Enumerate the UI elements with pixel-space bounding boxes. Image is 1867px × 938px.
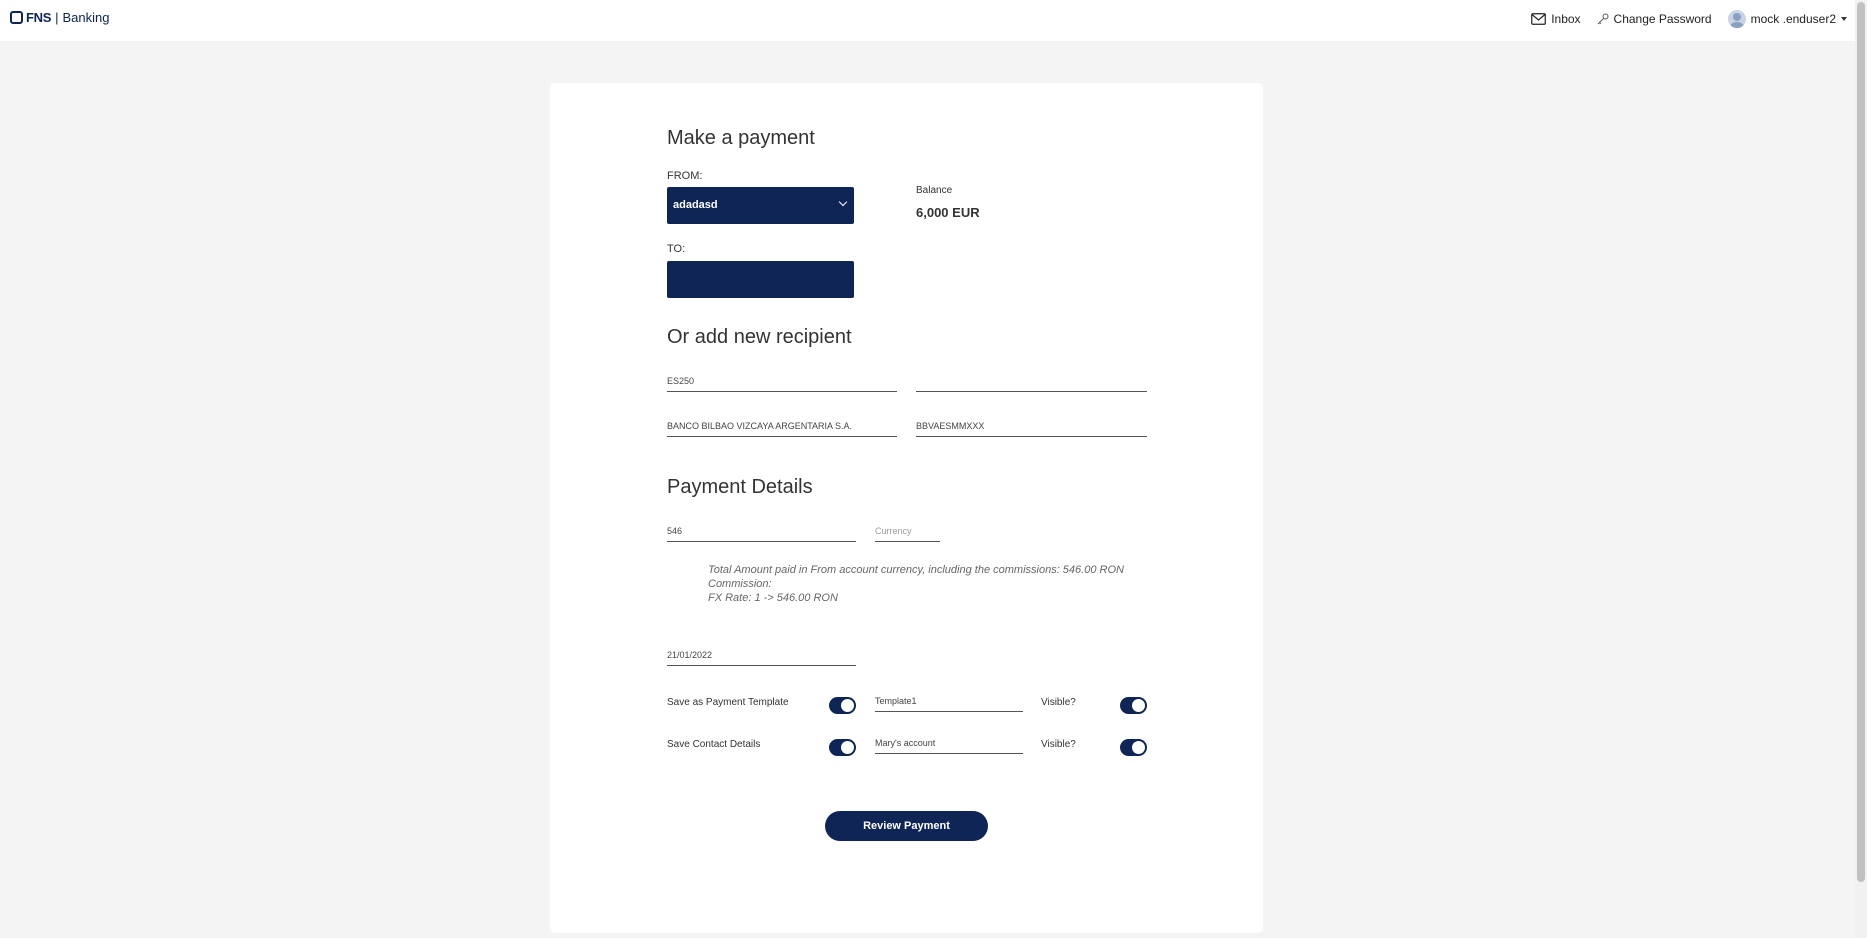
logo-brand-text: FNS xyxy=(26,9,52,25)
inbox-link[interactable] xyxy=(1531,12,1580,26)
top-navigation-bar xyxy=(0,0,1867,41)
bank-name-field[interactable]: BANCO BILBAO VIZCAYA ARGENTARIA S.A. xyxy=(667,415,897,437)
bic-field[interactable]: BBVAESMMXXX xyxy=(916,415,1147,437)
chevron-down-icon xyxy=(1841,17,1847,21)
payment-details-title: Payment Details xyxy=(667,476,813,498)
save-contact-label: Save Contact Details xyxy=(667,739,761,750)
total-amount-text: Total Amount paid in From account currency, including the commissions: 546.00 RON xyxy=(708,564,1124,576)
template-visible-toggle[interactable] xyxy=(1120,697,1147,714)
payment-summary xyxy=(708,563,1148,605)
page-title: Make a payment xyxy=(667,127,815,149)
currency-field[interactable]: Currency xyxy=(875,520,940,542)
contact-visible-toggle[interactable] xyxy=(1120,739,1147,756)
from-account-value: adadasd xyxy=(673,199,718,211)
amount-field[interactable]: 546 xyxy=(667,520,856,542)
logo-square-icon xyxy=(10,11,23,24)
recipient-name-field[interactable] xyxy=(916,370,1147,392)
mail-icon xyxy=(1531,13,1546,25)
from-label: FROM: xyxy=(667,170,703,182)
avatar xyxy=(1728,10,1746,28)
iban-field[interactable]: ES250 xyxy=(667,370,897,392)
fx-rate-text: FX Rate: 1 -> 546.00 RON xyxy=(708,592,838,604)
payment-card xyxy=(550,83,1263,933)
key-icon xyxy=(1597,13,1609,25)
header-actions xyxy=(1531,8,1847,30)
payment-date-field[interactable]: 21/01/2022 xyxy=(667,644,856,666)
to-account-select[interactable] xyxy=(667,261,854,298)
from-account-select[interactable] xyxy=(667,187,854,224)
scrollbar-thumb[interactable] xyxy=(1857,2,1865,882)
balance-value: 6,000 EUR xyxy=(916,205,980,220)
page-scrollbar[interactable] xyxy=(1855,0,1867,938)
template-visible-label: Visible? xyxy=(1041,697,1076,708)
template-name-field[interactable]: Template1 xyxy=(875,690,1023,712)
chevron-down-icon xyxy=(839,198,847,206)
review-payment-button[interactable]: Review Payment xyxy=(825,811,988,841)
save-contact-toggle[interactable] xyxy=(829,739,856,756)
change-password-label: Change Password xyxy=(1613,12,1712,26)
logo-product-text: Banking xyxy=(62,9,110,25)
logo-separator: | xyxy=(55,9,59,25)
user-name: mock .enduser2 xyxy=(1750,12,1836,26)
commission-text: Commission: xyxy=(708,578,772,590)
user-menu[interactable] xyxy=(1728,10,1847,28)
contact-visible-label: Visible? xyxy=(1041,739,1076,750)
brand-logo[interactable] xyxy=(10,9,109,25)
recipient-section-title: Or add new recipient xyxy=(667,326,852,348)
contact-name-field[interactable]: Mary's account xyxy=(875,732,1023,754)
balance-label: Balance xyxy=(916,185,953,196)
inbox-label: Inbox xyxy=(1551,12,1581,26)
save-template-toggle[interactable] xyxy=(829,697,856,714)
change-password-link[interactable] xyxy=(1597,12,1712,26)
save-template-label: Save as Payment Template xyxy=(667,697,789,708)
to-label: TO: xyxy=(667,243,686,255)
